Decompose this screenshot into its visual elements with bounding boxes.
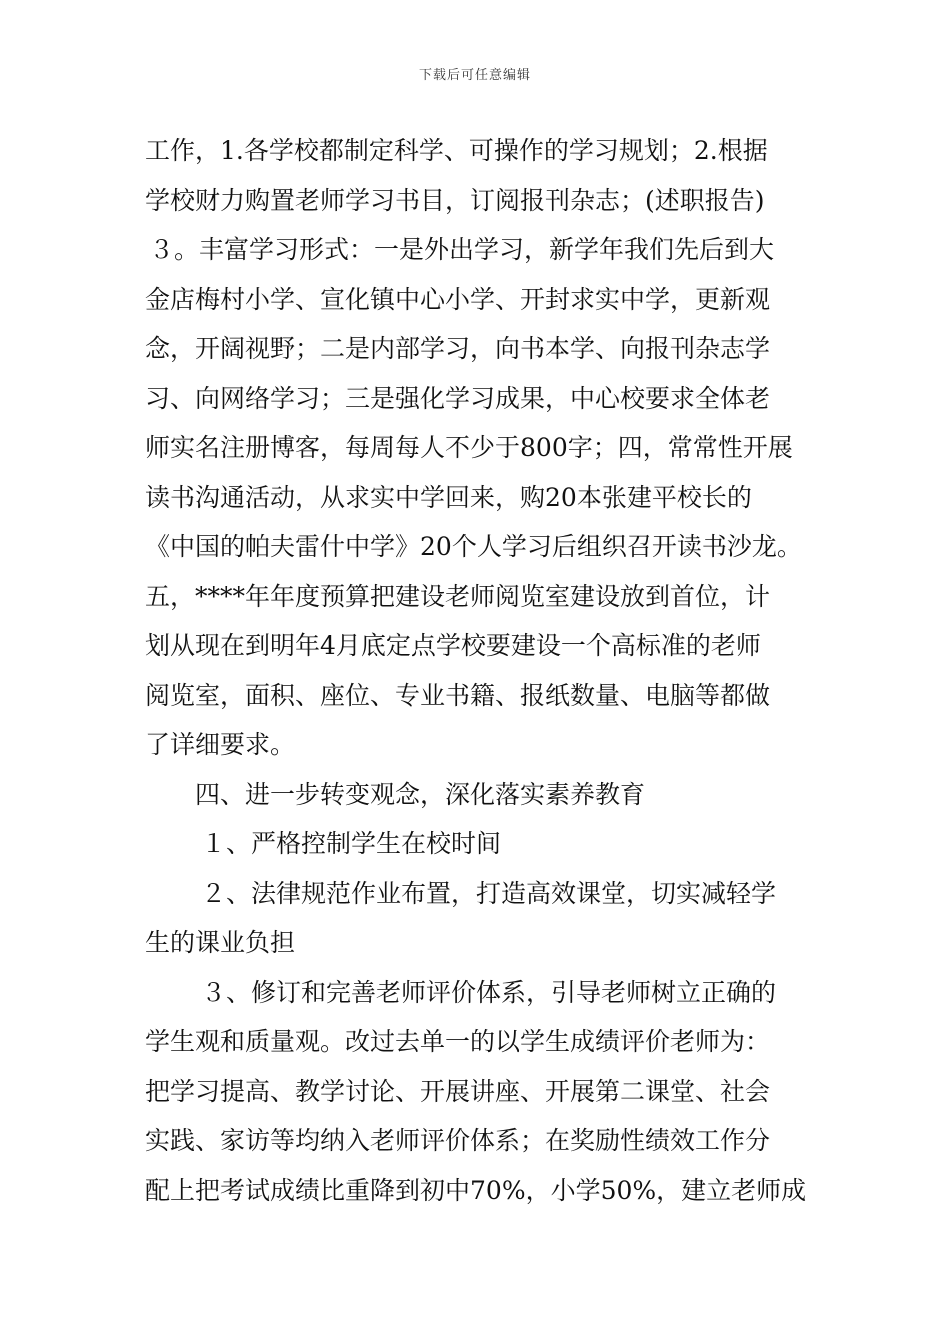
page-header: 下载后可任意编辑 <box>418 68 531 83</box>
list-item-1: １、严格控制学生在校时间 <box>201 829 502 858</box>
text-line: 习、向网络学习；三是强化学习成果，中心校要求全体老 <box>145 383 771 413</box>
list-item-3: ３、修订和完善老师评价体系，引导老师树立正确的 <box>201 977 777 1007</box>
text-line: 念，开阔视野；二是内部学习，向书本学、向报刊杂志学 <box>145 334 771 363</box>
text-line: 师实名注册博客，每周每人不少于800字；四，常常性开展 <box>145 433 793 462</box>
text-line: 划从现在到明年4月底定点学校要建设一个高标准的老师 <box>145 631 761 660</box>
text-line: 五，****年年度预算把建设老师阅览室建设放到首位，计 <box>145 581 771 611</box>
section-heading: 四、进一步转变观念，深化落实素养教育 <box>195 779 646 809</box>
text-line: 配上把考试成绩比重降到初中70%，小学50%，建立老师成 <box>145 1175 807 1205</box>
text-line: 金店梅村小学、宣化镇中心小学、开封求实中学，更新观 <box>145 284 771 314</box>
text-line: 生的课业负担 <box>145 928 296 957</box>
text-line: 工作，1.各学校都制定科学、可操作的学习规划；2.根据 <box>145 136 768 165</box>
text-line: 了详细要求。 <box>145 730 296 759</box>
text-line: ３。丰富学习形式：一是外出学习，新学年我们先后到大 <box>149 235 775 264</box>
text-line: 实践、家访等均纳入老师评价体系；在奖励性绩效工作分 <box>145 1126 771 1155</box>
document-body <box>145 126 815 1215</box>
text-line: 读书沟通活动，从求实中学回来，购20本张建平校长的 <box>145 482 752 512</box>
text-line: 阅览室，面积、座位、专业书籍、报纸数量、电脑等都做 <box>145 680 771 710</box>
text-line: 学生观和质量观。改过去单一的以学生成绩评价老师为： <box>145 1027 771 1056</box>
text-line: 《中国的帕夫雷什中学》20个人学习后组织召开读书沙龙。 <box>145 532 802 561</box>
list-item-2: ２、法律规范作业布置，打造高效课堂，切实减轻学 <box>201 878 777 908</box>
text-line: 把学习提高、教学讨论、开展讲座、开展第二课堂、社会 <box>145 1076 771 1106</box>
text-line: 学校财力购置老师学习书目，订阅报刊杂志；(述职报告) <box>145 185 765 215</box>
